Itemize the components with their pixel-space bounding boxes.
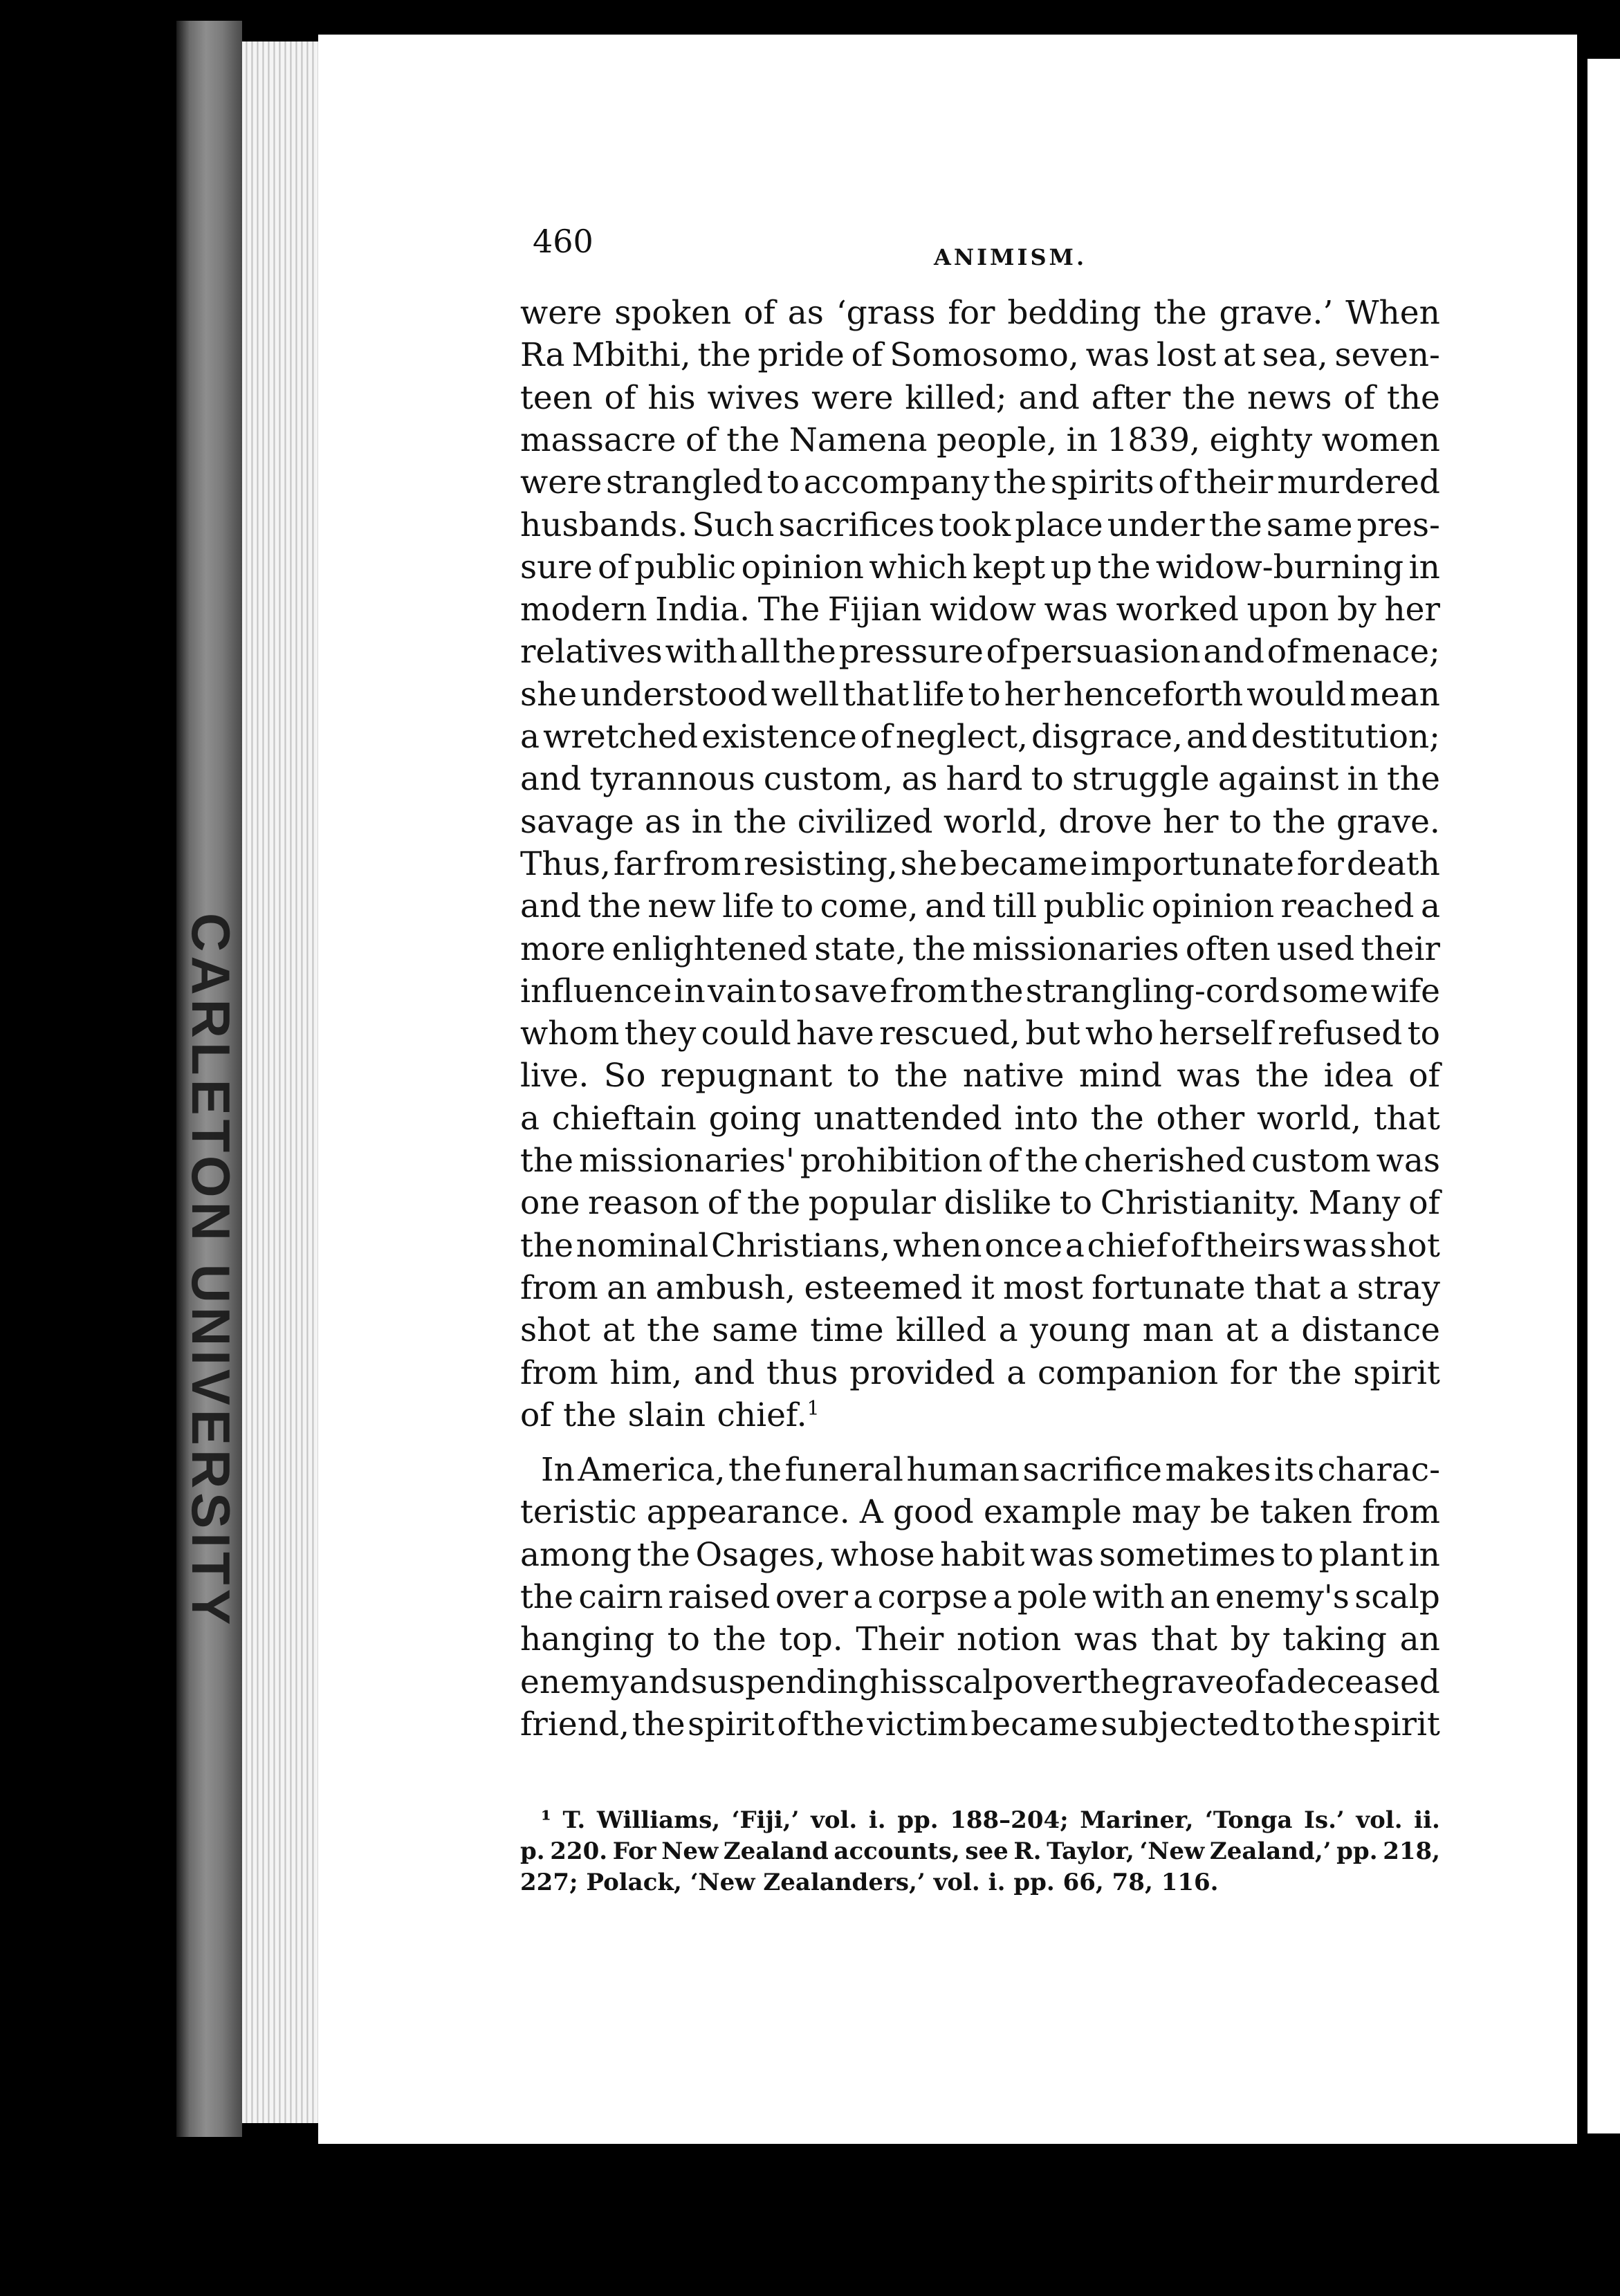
text-line: more enlightened state, the missionaries often used their [520,929,1440,968]
library-stamp: CARLETON UNIVERSITY [181,913,241,1629]
text-line: from him, and thus provided a companion for the spirit [520,1353,1440,1392]
text-line: sure of public opinion which kept up the widow-burning in [520,548,1440,586]
text-line: the cairn raised over a corpse a pole with an enemy's scalp [520,1578,1440,1616]
text-line: husbands. Such sacrifices took place under the same pres- [520,506,1440,544]
footnote-ref: 1 [807,1396,820,1420]
page-edges [242,41,318,2123]
text-line: Thus, far from resisting, she became importunate for death [520,844,1440,883]
text-line: hanging to the top. Their notion was that by taking an [520,1620,1440,1659]
text-line: savage as in the civilized world, drove her to the grave. [520,802,1440,841]
text-line: Ra Mbithi, the pride of Somosomo, was lost at sea, seven- [520,336,1440,375]
text-line: of the slain chief.$^1$ [520,1396,820,1434]
text-line: live. So repugnant to the native mind was the idea of [520,1057,1440,1095]
text-line: teen of his wives were killed; and after the news of the [520,378,1440,417]
page-number: 460 [533,223,593,260]
text-line: modern India. The Fijian widow was worked upon by her [520,591,1440,629]
text-line: she understood well that life to her henceforth would mean [520,675,1440,714]
facing-page-edge [1587,59,1620,2133]
text-line: the missionaries' prohibition of the cherished custom was [520,1142,1440,1180]
text-line: friend, the spirit of the victim became subjected to the spirit [520,1705,1440,1743]
text-line: and the new life to come, and till public opinion reached a [520,887,1440,926]
text-line: massacre of the Namena people, in 1839, eighty women [520,420,1440,459]
text-line: and tyrannous custom, as hard to struggle against in the [520,760,1440,799]
footnote-line: 227; Polack, ‘New Zealanders,’ vol. i. pp. 66, 78, 116. [520,1869,1219,1896]
text-line: were strangled to accompany the spirits of their murdered [520,463,1440,502]
text-line: a wretched existence of neglect, disgrace, and destitution; [520,718,1440,756]
text-line: among the Osages, whose habit was sometimes to plant in [520,1535,1440,1574]
text-line: from an ambush, esteemed it most fortunate that a stray [520,1268,1440,1307]
text-line: teristic appearance. A good example may be taken from [520,1493,1440,1532]
footnote-line: p. 220. For New Zealand accounts, see R. Taylor, ‘New Zealand,’ pp. 218, [520,1837,1440,1865]
text-line: whom they could have rescued, but who herself refused to [520,1015,1440,1053]
text-line: the nominal Christians, when once a chief of theirs was shot [520,1226,1440,1265]
text-line: a chieftain going unattended into the other world, that [520,1099,1440,1138]
text-line: relatives with all the pressure of persuasion and of menace; [520,633,1440,672]
text-line: shot at the same time killed a young man at a distance [520,1311,1440,1350]
text-line: were spoken of as ‘grass for bedding the grave.’ When [520,294,1440,332]
running-head: ANIMISM. [934,244,1087,270]
text-line: In America, the funeral human sacrifice makes its charac- [541,1451,1440,1490]
text-line: influence in vain to save from the strangling-cord some wife [520,972,1440,1010]
text-line: one reason of the popular dislike to Christianity. Many of [520,1184,1440,1223]
text-line: enemy and suspending his scalp over the grave of a deceased [520,1663,1440,1701]
footnote-line: ¹ T. Williams, ‘Fiji,’ vol. i. pp. 188–204; Mariner, ‘Tonga Is.’ vol. ii. [541,1806,1440,1834]
